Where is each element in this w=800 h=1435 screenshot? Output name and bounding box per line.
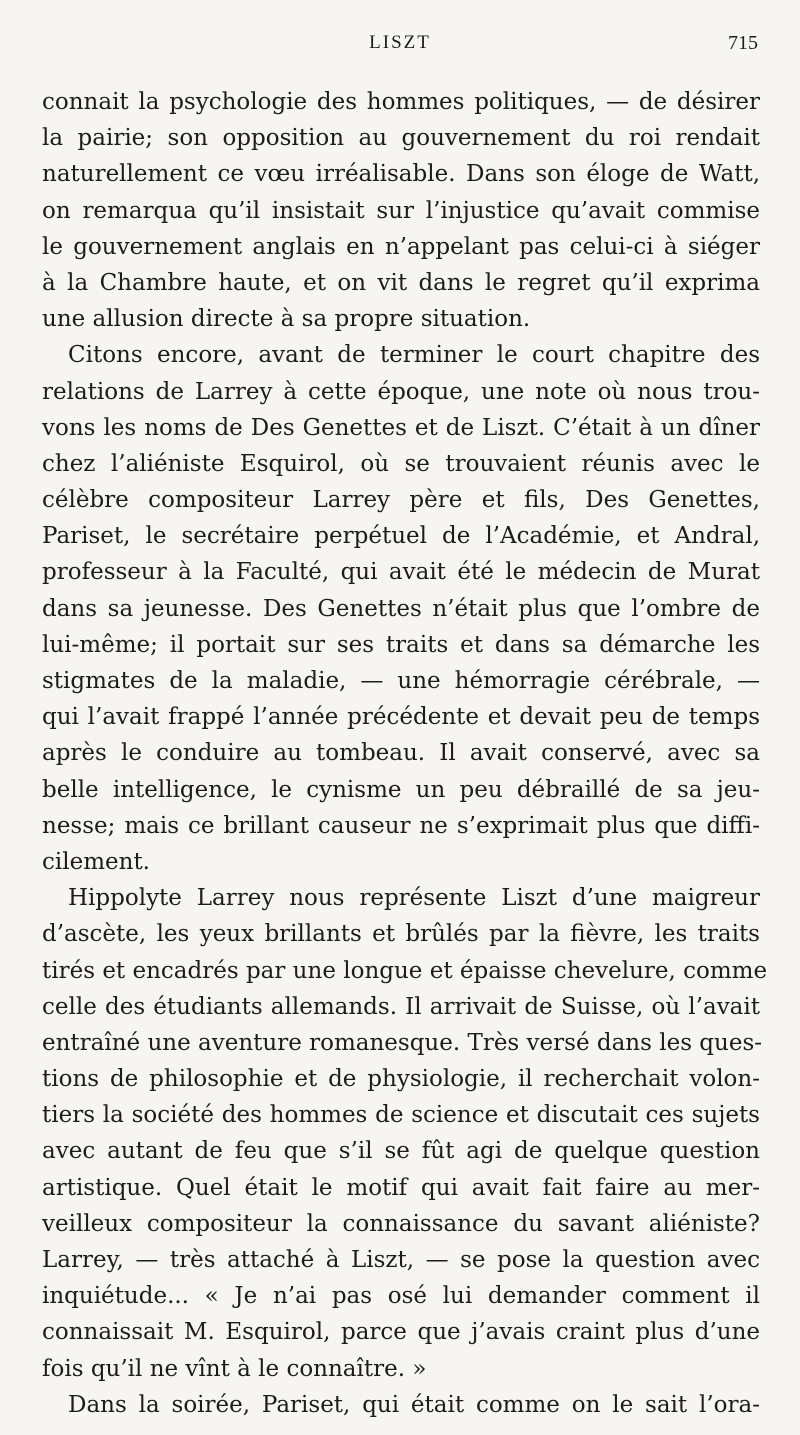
text-line: d’ascète, les yeux brillants et brûlés par la fièvre, les traits [42, 921, 760, 948]
text-line: tiers la société des hommes de science et discutait ces sujets [42, 1102, 760, 1129]
text-line: dans sa jeunesse. Des Genettes n’était plus que l’ombre de [42, 595, 760, 622]
text-line: stigmates de la maladie, — une hémorragie cérébrale, — [42, 668, 760, 694]
text-line: tirés et encadrés par une longue et épaisse chevelure, comme [42, 957, 768, 984]
running-title: LISZT [369, 32, 431, 53]
text-line: vons les noms de Des Genettes et de Liszt. C’était à un dîner [42, 414, 760, 441]
text-line: inquiétude... « Je n’ai pas osé lui demander comment il [42, 1283, 760, 1310]
text-line: qui l’avait frappé l’année précédente et devait peu de temps [42, 704, 760, 731]
text-line: connait la psychologie des hommes politiques, — de désirer [42, 89, 760, 115]
text-line: cilement. [42, 848, 150, 875]
text-line: Pariset, le secrétaire perpétuel de l’Académie, et Andral, [42, 523, 760, 550]
running-head [40, 32, 760, 62]
text-line: professeur à la Faculté, qui avait été le médecin de Murat [42, 559, 760, 586]
text-line: tions de philosophie et de physiologie, il recherchait volon- [42, 1066, 760, 1093]
page-number: 715 [728, 32, 758, 54]
text-line: le gouvernement anglais en n’appelant pas celui-ci à siéger [42, 233, 760, 260]
text-line: célèbre compositeur Larrey père et fils, Des Genettes, [42, 487, 760, 514]
text-line: à la Chambre haute, et on vit dans le regret qu’il exprima [42, 269, 760, 296]
body-text [42, 84, 768, 1423]
text-line: belle intelligence, le cynisme un peu débraillé de sa jeu- [42, 776, 760, 803]
text-line: lui-même; il portait sur ses traits et dans sa démarche les [42, 631, 760, 658]
text-line: Citons encore, avant de terminer le court chapitre des [68, 342, 760, 369]
text-line: Hippolyte Larrey nous représente Liszt d’une maigreur [68, 885, 760, 912]
text-line: artistique. Quel était le motif qui avait fait faire au mer- [42, 1174, 760, 1201]
text-line: naturellement ce vœu irréalisable. Dans son éloge de Watt, [42, 161, 760, 188]
text-line: relations de Larrey à cette époque, une note où nous trou- [42, 378, 760, 405]
text-line: entraîné une aventure romanesque. Très versé dans les ques- [42, 1029, 763, 1056]
text-line: après le conduire au tombeau. Il avait conservé, avec sa [42, 740, 760, 767]
text-line: on remarqua qu’il insistait sur l’injustice qu’avait commise [42, 197, 760, 224]
text-line: Dans la soirée, Pariset, qui était comme on le sait l’ora- [68, 1391, 760, 1418]
text-line: nesse; mais ce brillant causeur ne s’exprimait plus que diffi- [42, 812, 760, 839]
text-line: chez l’aliéniste Esquirol, où se trouvaient réunis avec le [42, 450, 760, 477]
text-line: fois qu’il ne vînt à le connaître. » [42, 1355, 427, 1382]
text-line: connaissait M. Esquirol, parce que j’avais craint plus d’une [42, 1319, 760, 1346]
text-line: une allusion directe à sa propre situation. [42, 306, 531, 333]
text-line: Larrey, — très attaché à Liszt, — se pose la question avec [42, 1247, 760, 1273]
text-line: avec autant de feu que s’il se fût agi de quelque question [42, 1138, 760, 1165]
text-line: veilleux compositeur la connaissance du savant aliéniste? [42, 1210, 760, 1237]
text-line: celle des étudiants allemands. Il arrivait de Suisse, où l’avait [42, 993, 760, 1020]
text-line: la pairie; son opposition au gouvernement du roi rendait [42, 125, 760, 152]
